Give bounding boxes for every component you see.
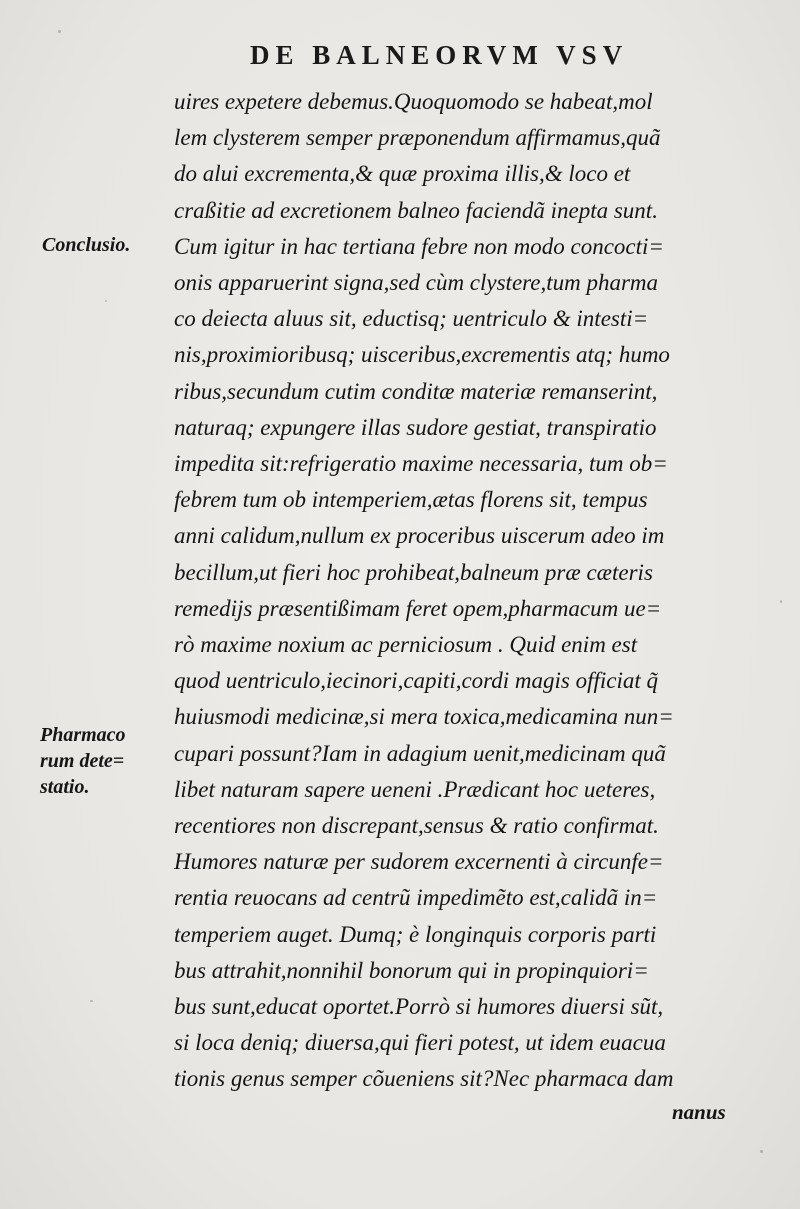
paper-speck bbox=[90, 1000, 93, 1002]
text-line: uires expetere debemus.Quoquomodo se habeat,mol bbox=[174, 89, 653, 114]
text-line: nis,proximioribusq; uisceribus,excrementis atq; humo bbox=[174, 342, 670, 368]
paper-speck bbox=[105, 300, 107, 302]
text-line: recentiores non discrepant,sensus & ratio confirmat. bbox=[174, 813, 659, 839]
text-line: tionis genus semper cõueniens sit?Nec pharmaca dam bbox=[174, 1066, 674, 1092]
marginal-note-line: Pharmaco bbox=[40, 724, 126, 746]
text-line: do alui excrementa,& quæ proxima illis,& loco et bbox=[174, 161, 631, 187]
text-line: co deiecta aluus sit, eductisq; uentriculo & intesti= bbox=[174, 306, 649, 332]
text-line: rò maxime noxium ac perniciosum . Quid enim est bbox=[174, 632, 638, 658]
text-line: quod uentriculo,iecinori,capiti,cordi magis officiat q̃ bbox=[174, 668, 659, 694]
running-head: DE BALNEORVM VSV bbox=[250, 40, 629, 70]
text-line: Humores naturæ per sudorem excernenti à circunfe= bbox=[174, 849, 664, 875]
text-line: cupari possunt?Iam in adagium uenit,medicinam quã bbox=[174, 740, 666, 766]
paper-speck bbox=[780, 600, 782, 603]
text-line: si loca deniq; diuersa,qui fieri potest, ut idem euacua bbox=[174, 1030, 666, 1056]
text-line: huiusmodi medicinæ,si mera toxica,medicamina nun= bbox=[174, 704, 674, 730]
marginal-note-pharmacorum bbox=[40, 722, 126, 800]
text-line: impedita sit:refrigeratio maxime necessaria, tum ob= bbox=[174, 451, 668, 477]
text-line: ribus,secundum cutim conditæ materiæ remanserint, bbox=[174, 378, 658, 404]
text-line: onis apparuerint signa,sed cùm clystere,tum pharma bbox=[174, 270, 659, 296]
marginal-note-line: Conclusio. bbox=[42, 234, 131, 256]
marginal-note-line: statio. bbox=[40, 776, 90, 798]
text-line: libet naturam sapere ueneni .Prædicant hoc ueteres, bbox=[174, 776, 656, 802]
text-line: lem clysterem semper præponendum affirmamus,quã bbox=[174, 125, 661, 151]
paper-speck bbox=[58, 30, 61, 33]
marginal-note-line: rum dete= bbox=[40, 750, 125, 772]
marginal-note-conclusio bbox=[42, 232, 130, 258]
text-line: temperiem auget. Dumq; è longinquis corporis parti bbox=[174, 921, 657, 947]
catchword: nanus bbox=[672, 1100, 726, 1124]
text-line: remedijs præsentißimam feret opem,pharmacum ue= bbox=[174, 595, 662, 621]
text-line: becillum,ut fieri hoc prohibeat,balneum præ cæteris bbox=[174, 559, 653, 585]
text-line: naturaq; expungere illas sudore gestiat, transpiratio bbox=[174, 414, 657, 440]
text-line: rentia reuocans ad centrũ impedimẽto est,calidã in= bbox=[174, 885, 658, 911]
text-line: bus attrahit,nonnihil bonorum qui in propinquiori= bbox=[174, 957, 649, 983]
paper-speck bbox=[760, 1150, 763, 1153]
text-line: Cum igitur in hac tertiana febre non modo concocti= bbox=[174, 233, 664, 259]
text-line: craßitie ad excretionem balneo faciendã inepta sunt. bbox=[174, 197, 658, 223]
text-line: febrem tum ob intemperiem,ætas florens sit, tempus bbox=[174, 487, 648, 513]
body-text bbox=[174, 84, 764, 1098]
text-line: anni calidum,nullum ex proceribus uiscerum adeo im bbox=[174, 523, 665, 549]
text-line: bus sunt,educat oportet.Porrò si humores diuersi sũt, bbox=[174, 994, 664, 1020]
